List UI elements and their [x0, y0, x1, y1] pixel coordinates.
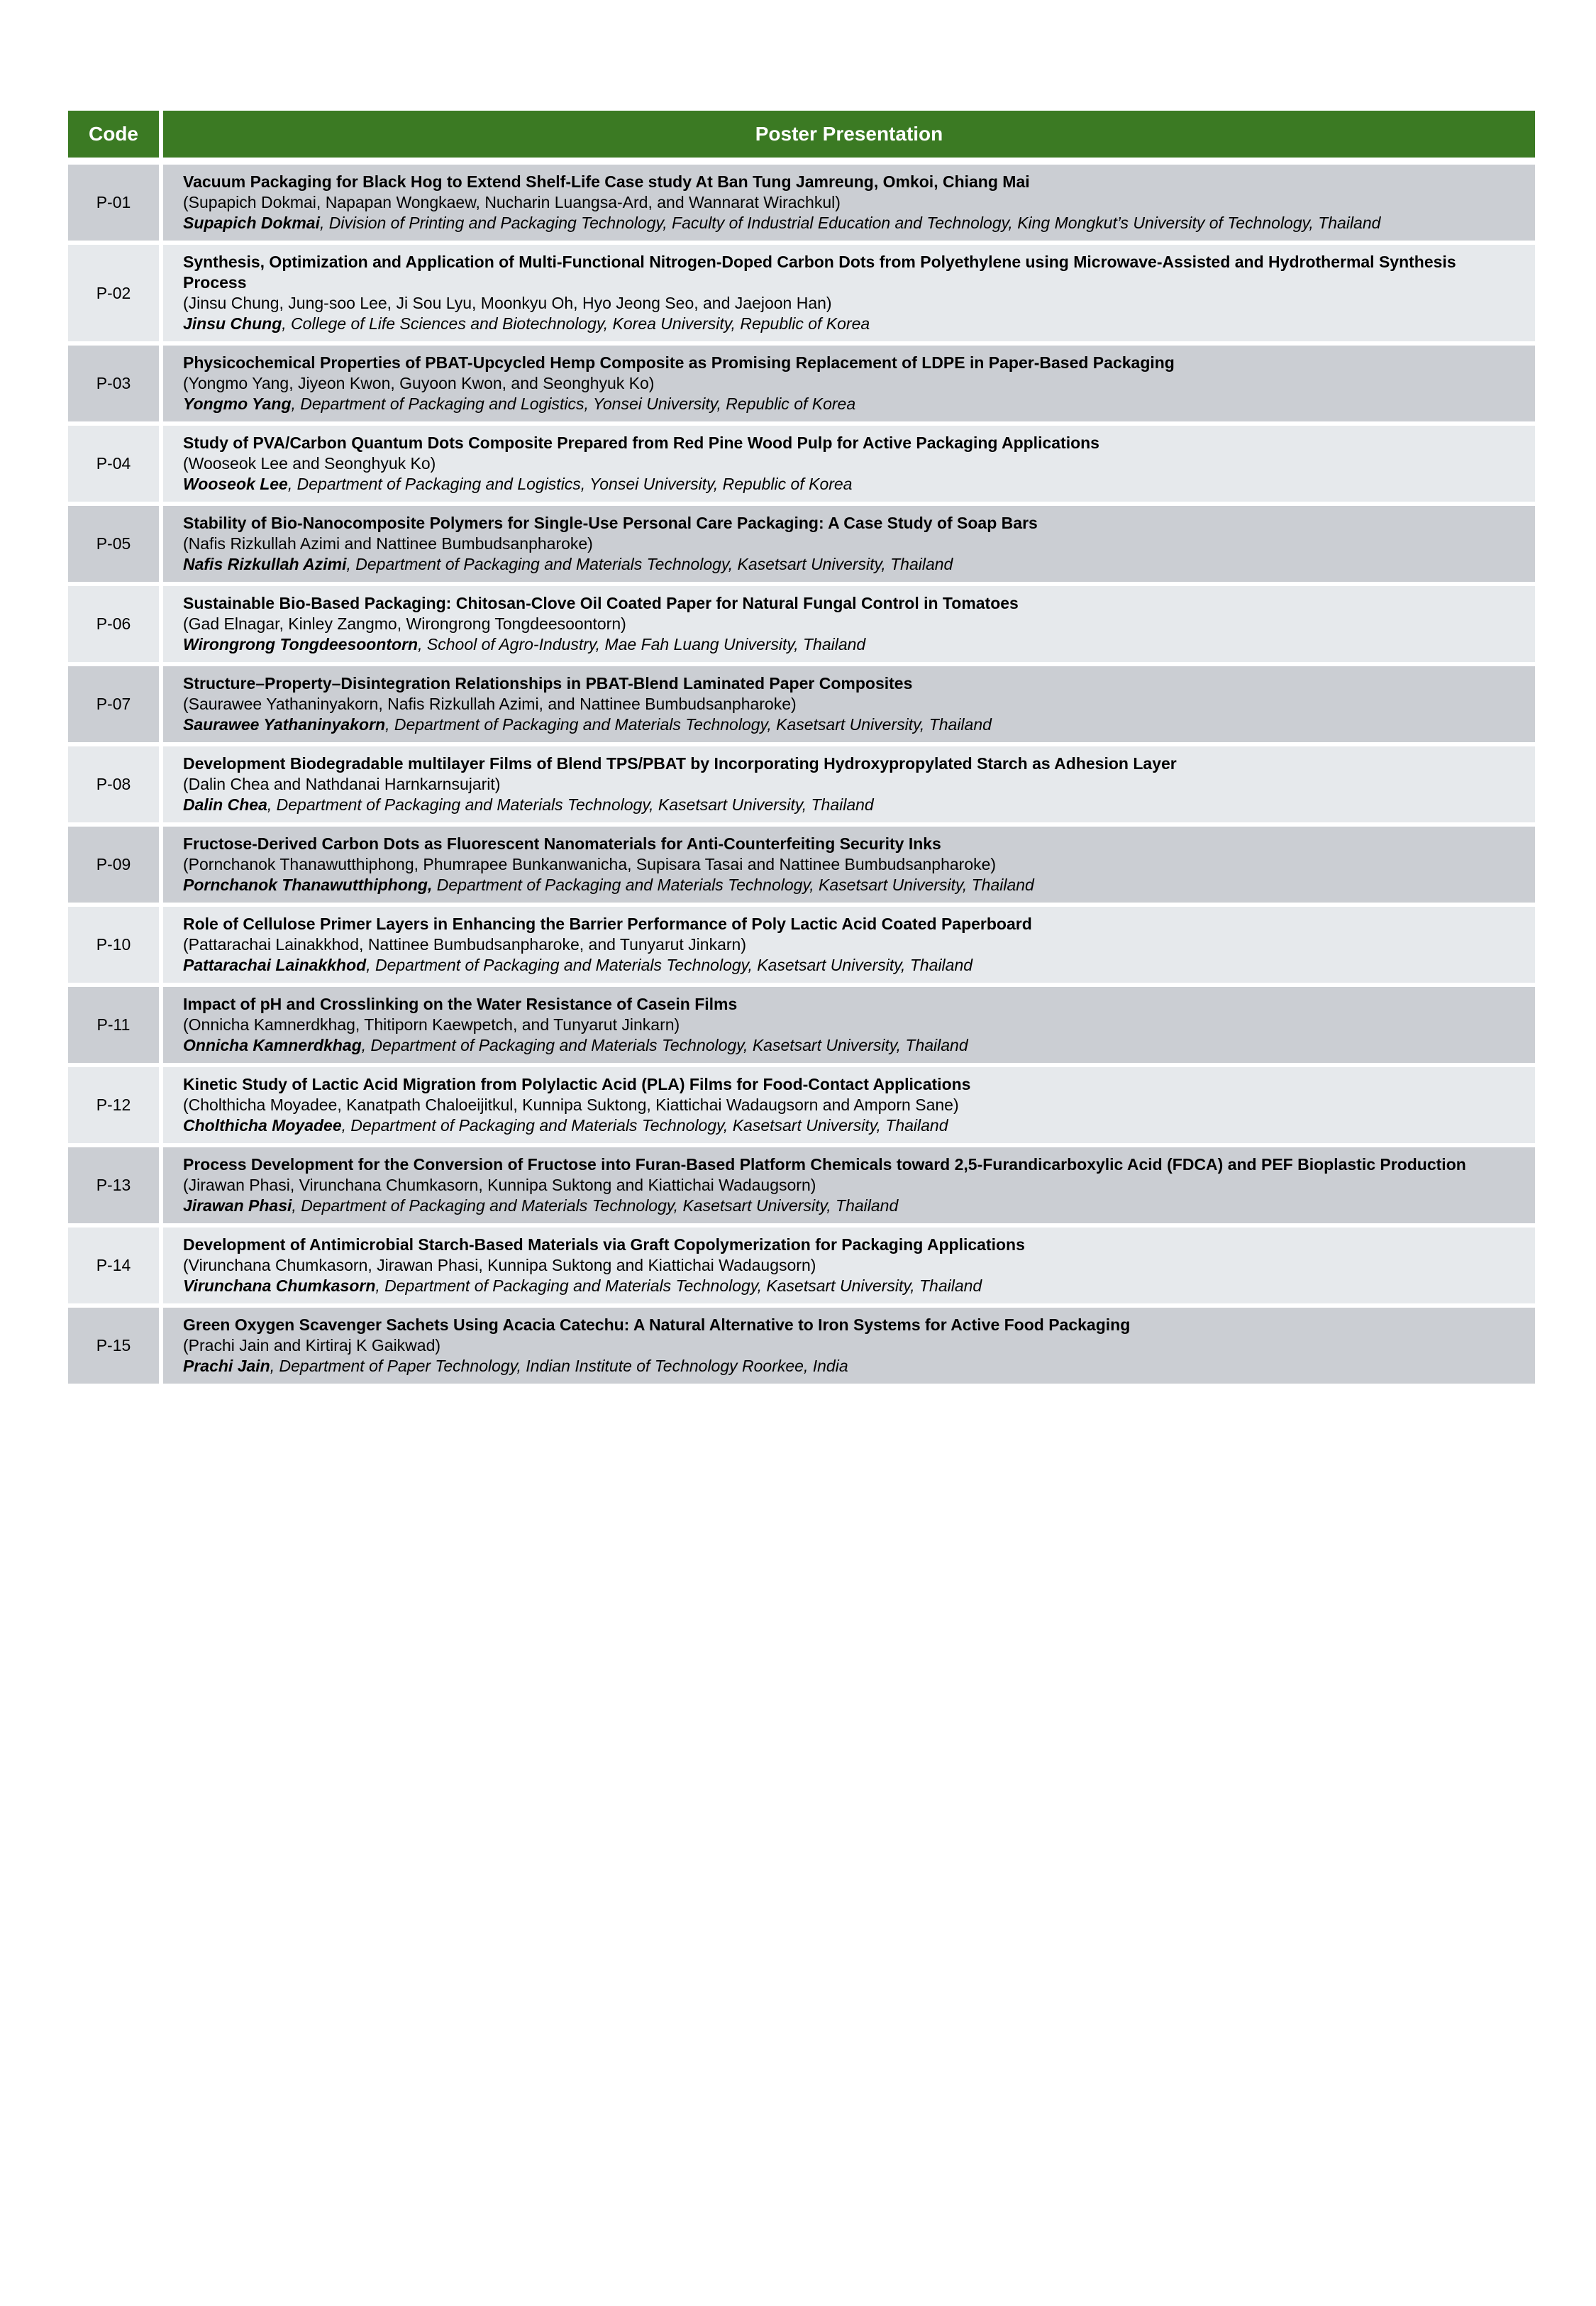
presentation-title: Sustainable Bio-Based Packaging: Chitosan-Clove Oil Coated Paper for Natural Fungal Control in Tomatoes — [183, 594, 1019, 612]
presentation-entry — [163, 1223, 1535, 1303]
presenter-affiliation: , Division of Printing and Packaging Technology, Faculty of Industrial Education and Technology, King Mongkut’s University of Technology, Thailand — [319, 214, 1381, 232]
presentation-code: P-13 — [68, 1143, 163, 1223]
presenter-line — [183, 875, 1511, 895]
presenter-affiliation: , Department of Packaging and Materials Technology, Kasetsart University, Thailand — [292, 1196, 899, 1215]
presentation-entry — [163, 983, 1535, 1063]
presentation-title: Study of PVA/Carbon Quantum Dots Composite Prepared from Red Pine Wood Pulp for Active Packaging Applications — [183, 434, 1099, 452]
author-list: (Onnicha Kamnerdkhag, Thitiporn Kaewpetch, and Tunyarut Jinkarn) — [183, 1015, 680, 1034]
presentation-code: P-12 — [68, 1063, 163, 1143]
presentation-entry — [163, 1303, 1535, 1384]
presentation-code: P-08 — [68, 742, 163, 822]
presenter-affiliation: , Department of Paper Technology, Indian Institute of Technology Roorkee, India — [270, 1357, 848, 1375]
presentation-title: Vacuum Packaging for Black Hog to Extend Shelf-Life Case study At Ban Tung Jamreung, Omkoi, Chiang Mai — [183, 172, 1030, 191]
presenter-name: Jirawan Phasi — [183, 1196, 292, 1215]
presenter-line — [183, 634, 1511, 655]
author-list: (Prachi Jain and Kirtiraj K Gaikwad) — [183, 1336, 441, 1355]
presenter-affiliation: , School of Agro-Industry, Mae Fah Luang University, Thailand — [418, 635, 866, 653]
presentation-code: P-05 — [68, 502, 163, 582]
presenter-line — [183, 1035, 1511, 1056]
presenter-affiliation: , Department of Packaging and Materials Technology, Kasetsart University, Thailand — [375, 1276, 982, 1295]
presenter-affiliation: Department of Packaging and Materials Technology, Kasetsart University, Thailand — [432, 876, 1034, 894]
presenter-line — [183, 955, 1511, 976]
presenter-name: Prachi Jain — [183, 1357, 270, 1375]
table-row — [68, 241, 1535, 341]
presenter-name: Onnicha Kamnerdkhag — [183, 1036, 362, 1054]
presentation-code: P-14 — [68, 1223, 163, 1303]
presentation-entry — [163, 822, 1535, 903]
table-row — [68, 421, 1535, 502]
presentation-entry — [163, 903, 1535, 983]
code-column-header: Code — [68, 111, 163, 158]
presentation-code: P-11 — [68, 983, 163, 1063]
presenter-affiliation: , Department of Packaging and Materials Technology, Kasetsart University, Thailand — [366, 956, 973, 974]
author-list: (Jirawan Phasi, Virunchana Chumkasorn, Kunnipa Suktong and Kiattichai Wadaugsorn) — [183, 1176, 816, 1194]
table-row — [68, 1223, 1535, 1303]
table-row — [68, 158, 1535, 241]
presenter-affiliation: , College of Life Sciences and Biotechnology, Korea University, Republic of Korea — [282, 314, 870, 333]
presenter-affiliation: , Department of Packaging and Logistics, Yonsei University, Republic of Korea — [291, 395, 856, 413]
presentation-title: Development Biodegradable multilayer Films of Blend TPS/PBAT by Incorporating Hydroxypropylated Starch as Adhesion Layer — [183, 754, 1177, 773]
presenter-name: Dalin Chea — [183, 795, 267, 814]
presenter-name: Nafis Rizkullah Azimi — [183, 555, 347, 573]
presentation-title: Fructose-Derived Carbon Dots as Fluorescent Nanomaterials for Anti-Counterfeiting Security Inks — [183, 834, 941, 853]
presenter-line — [183, 1356, 1511, 1377]
presenter-name: Wooseok Lee — [183, 475, 288, 493]
author-list: (Nafis Rizkullah Azimi and Nattinee Bumbudsanpharoke) — [183, 534, 593, 553]
presentation-code: P-10 — [68, 903, 163, 983]
table-row — [68, 502, 1535, 582]
presenter-name: Wirongrong Tongdeesoontorn — [183, 635, 419, 653]
presenter-name: Saurawee Yathaninyakorn — [183, 715, 386, 734]
table-row — [68, 1143, 1535, 1223]
table-row — [68, 822, 1535, 903]
presenter-name: Pattarachai Lainakkhod — [183, 956, 367, 974]
presenter-line — [183, 554, 1511, 575]
presenter-name: Virunchana Chumkasorn — [183, 1276, 376, 1295]
presenter-affiliation: , Department of Packaging and Materials Technology, Kasetsart University, Thailand — [341, 1116, 948, 1135]
presentation-code: P-02 — [68, 241, 163, 341]
presentation-code: P-03 — [68, 341, 163, 421]
presentation-title: Impact of pH and Crosslinking on the Water Resistance of Casein Films — [183, 995, 738, 1013]
author-list: (Wooseok Lee and Seonghyuk Ko) — [183, 454, 436, 473]
presenter-line — [183, 1276, 1511, 1296]
presentation-code: P-09 — [68, 822, 163, 903]
presentation-title: Green Oxygen Scavenger Sachets Using Acacia Catechu: A Natural Alternative to Iron Systems for Active Food Packaging — [183, 1315, 1131, 1334]
presenter-line — [183, 213, 1511, 233]
poster-presentation-table — [68, 111, 1535, 1384]
table-row — [68, 662, 1535, 742]
presentation-code: P-07 — [68, 662, 163, 742]
presenter-name: Yongmo Yang — [183, 395, 292, 413]
author-list: (Pornchanok Thanawutthiphong, Phumrapee Bunkanwanicha, Supisara Tasai and Nattinee Bumbudsanpharoke) — [183, 855, 997, 873]
presenter-line — [183, 394, 1511, 414]
author-list: (Cholthicha Moyadee, Kanatpath Chaloeijitkul, Kunnipa Suktong, Kiattichai Wadaugsorn and Amporn Sane) — [183, 1096, 959, 1114]
presentation-entry — [163, 241, 1535, 341]
presentation-title: Development of Antimicrobial Starch-Based Materials via Graft Copolymerization for Packaging Applications — [183, 1235, 1025, 1254]
presenter-line — [183, 795, 1511, 815]
presentation-title: Physicochemical Properties of PBAT-Upcycled Hemp Composite as Promising Replacement of LDPE in Paper-Based Packaging — [183, 353, 1175, 372]
presenter-affiliation: , Department of Packaging and Materials Technology, Kasetsart University, Thailand — [346, 555, 953, 573]
presentation-title: Role of Cellulose Primer Layers in Enhancing the Barrier Performance of Poly Lactic Acid Coated Paperboard — [183, 915, 1032, 933]
presentation-entry — [163, 1143, 1535, 1223]
presentation-title: Synthesis, Optimization and Application of Multi-Functional Nitrogen-Doped Carbon Dots from Polyethylene using Microwave-Assisted and Hydrothermal Synthesis Process — [183, 253, 1456, 292]
author-list: (Jinsu Chung, Jung-soo Lee, Ji Sou Lyu, Moonkyu Oh, Hyo Jeong Seo, and Jaejoon Han) — [183, 294, 832, 312]
presentation-entry — [163, 158, 1535, 241]
presenter-affiliation: , Department of Packaging and Materials Technology, Kasetsart University, Thailand — [267, 795, 874, 814]
presentation-column-header: Poster Presentation — [163, 111, 1535, 158]
table-row — [68, 742, 1535, 822]
author-list: (Dalin Chea and Nathdanai Harnkarnsujarit) — [183, 775, 501, 793]
presenter-line — [183, 314, 1511, 334]
presentation-code: P-06 — [68, 582, 163, 662]
author-list: (Supapich Dokmai, Napapan Wongkaew, Nucharin Luangsa-Ard, and Wannarat Wirachkul) — [183, 193, 841, 211]
presentation-entry — [163, 742, 1535, 822]
presentation-entry — [163, 421, 1535, 502]
presentation-entry — [163, 1063, 1535, 1143]
presentation-code: P-04 — [68, 421, 163, 502]
table-header-row — [68, 111, 1535, 158]
table-row — [68, 1063, 1535, 1143]
table-body — [68, 158, 1535, 1384]
presenter-line — [183, 715, 1511, 735]
presenter-line — [183, 474, 1511, 495]
presenter-name: Cholthicha Moyadee — [183, 1116, 342, 1135]
table-row — [68, 341, 1535, 421]
author-list: (Yongmo Yang, Jiyeon Kwon, Guyoon Kwon, and Seonghyuk Ko) — [183, 374, 655, 392]
presentation-code: P-01 — [68, 158, 163, 241]
presenter-line — [183, 1196, 1511, 1216]
presentation-title: Structure–Property–Disintegration Relationships in PBAT-Blend Laminated Paper Composites — [183, 674, 913, 693]
presenter-name: Jinsu Chung — [183, 314, 282, 333]
presentation-entry — [163, 502, 1535, 582]
presenter-name: Pornchanok Thanawutthiphong, — [183, 876, 433, 894]
presentation-title: Process Development for the Conversion of Fructose into Furan-Based Platform Chemicals toward 2,5-Furandicarboxylic Acid (FDCA) and PEF Bioplastic Production — [183, 1155, 1466, 1174]
author-list: (Gad Elnagar, Kinley Zangmo, Wirongrong Tongdeesoontorn) — [183, 614, 626, 633]
table-row — [68, 903, 1535, 983]
presenter-affiliation: , Department of Packaging and Logistics, Yonsei University, Republic of Korea — [287, 475, 853, 493]
presenter-affiliation: , Department of Packaging and Materials Technology, Kasetsart University, Thailand — [385, 715, 992, 734]
presentation-title: Kinetic Study of Lactic Acid Migration from Polylactic Acid (PLA) Films for Food-Contact Applications — [183, 1075, 971, 1093]
author-list: (Virunchana Chumkasorn, Jirawan Phasi, Kunnipa Suktong and Kiattichai Wadaugsorn) — [183, 1256, 816, 1274]
table-row — [68, 1303, 1535, 1384]
author-list: (Saurawee Yathaninyakorn, Nafis Rizkullah Azimi, and Nattinee Bumbudsanpharoke) — [183, 695, 797, 713]
presenter-affiliation: , Department of Packaging and Materials Technology, Kasetsart University, Thailand — [361, 1036, 968, 1054]
presentation-title: Stability of Bio-Nanocomposite Polymers for Single-Use Personal Care Packaging: A Case Study of Soap Bars — [183, 514, 1038, 532]
presentation-entry — [163, 582, 1535, 662]
presentation-code: P-15 — [68, 1303, 163, 1384]
presenter-name: Supapich Dokmai — [183, 214, 320, 232]
author-list: (Pattarachai Lainakkhod, Nattinee Bumbudsanpharoke, and Tunyarut Jinkarn) — [183, 935, 746, 954]
presentation-entry — [163, 662, 1535, 742]
table-row — [68, 983, 1535, 1063]
presenter-line — [183, 1115, 1511, 1136]
table-row — [68, 582, 1535, 662]
presentation-entry — [163, 341, 1535, 421]
